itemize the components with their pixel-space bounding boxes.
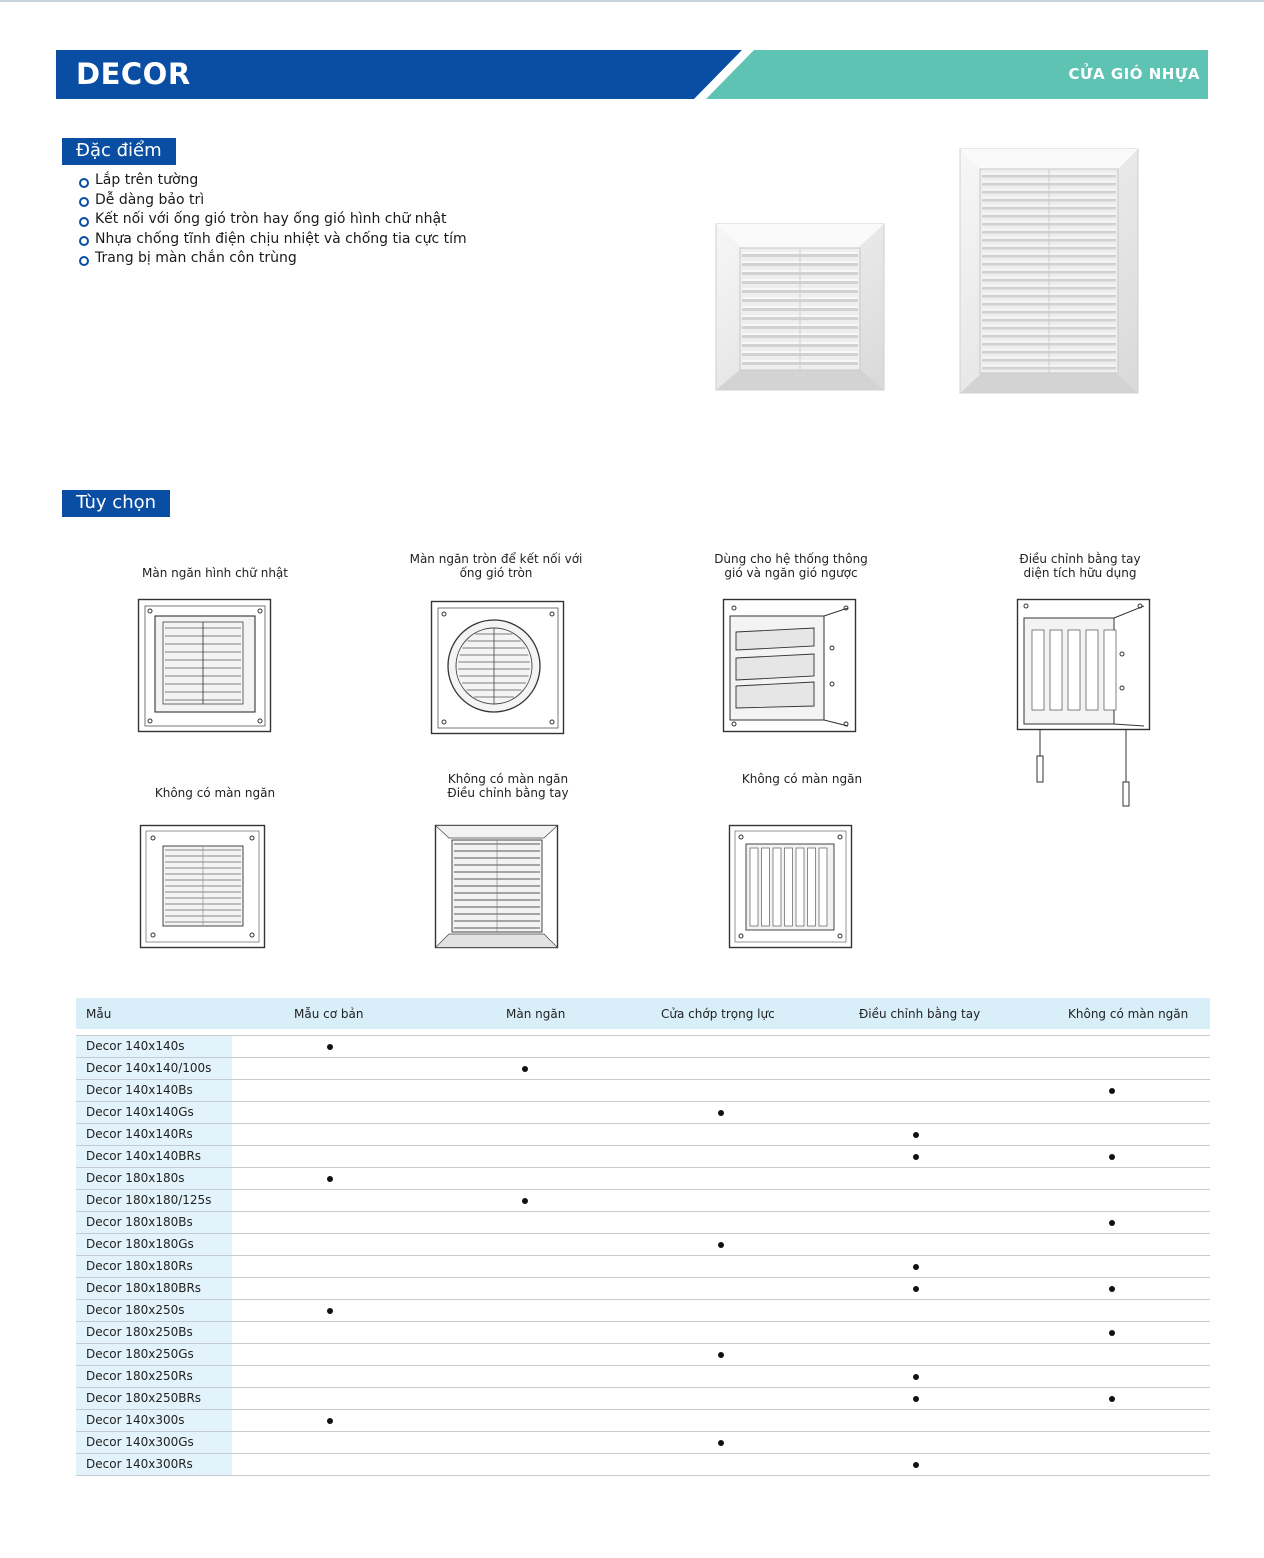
model-name-cell: Decor 140x140Gs (76, 1102, 232, 1123)
table-header (76, 998, 1210, 1029)
availability-dot (913, 1154, 919, 1160)
feature-item: Kết nối với ống gió tròn hay ống gió hình chữ nhật (78, 210, 467, 230)
table-row (76, 1432, 1210, 1454)
model-name-cell: Decor 140x140s (76, 1036, 232, 1057)
availability-dot (1109, 1330, 1115, 1336)
availability-dot (1109, 1154, 1115, 1160)
column-header: Cửa chớp trọng lực (661, 1007, 775, 1021)
availability-dot (327, 1044, 333, 1050)
table-row (76, 1102, 1210, 1124)
availability-dot (1109, 1396, 1115, 1402)
round-screen-grille-icon (430, 600, 566, 736)
availability-dot (327, 1418, 333, 1424)
table-row (76, 1344, 1210, 1366)
table-row (76, 1410, 1210, 1432)
plain-grille-icon (139, 824, 267, 950)
table-row (76, 1058, 1210, 1080)
model-name-cell: Decor 140x140/100s (76, 1058, 232, 1079)
category-label: CỬA GIÓ NHỰA (1068, 65, 1200, 83)
table-row (76, 1080, 1210, 1102)
availability-dot (327, 1176, 333, 1182)
availability-dot (327, 1308, 333, 1314)
option-label: Màn ngăn tròn để kết nối với ống gió tròn (409, 552, 583, 580)
model-name-cell: Decor 180x250s (76, 1300, 232, 1321)
option-label: Không có màn ngăn Điều chỉnh bằng tay (447, 772, 569, 800)
table-row (76, 1322, 1210, 1344)
column-header: Mẫu (86, 1007, 112, 1021)
option-label: Điều chỉnh bằng tay diện tích hữu dụng (1019, 552, 1141, 580)
model-name-cell: Decor 180x180Bs (76, 1212, 232, 1233)
table-row (76, 1146, 1210, 1168)
features-list (78, 171, 467, 269)
table-row (76, 1256, 1210, 1278)
availability-dot (1109, 1286, 1115, 1292)
model-name-cell: Decor 180x180/125s (76, 1190, 232, 1211)
feature-item: Nhựa chống tĩnh điện chịu nhiệt và chống tia cực tím (78, 230, 467, 250)
options-heading: Tùy chọn (62, 490, 170, 517)
model-name-cell: Decor 180x250Bs (76, 1322, 232, 1343)
feature-item: Lắp trên tường (78, 171, 467, 191)
availability-dot (913, 1462, 919, 1468)
model-name-cell: Decor 140x300s (76, 1410, 232, 1431)
availability-dot (718, 1440, 724, 1446)
page-title: DECOR (76, 57, 191, 91)
vertical-louver-grille-icon (728, 824, 854, 950)
header-band-shape (56, 50, 1208, 99)
column-header: Không có màn ngăn (1068, 1007, 1189, 1021)
column-header: Màn ngăn (506, 1007, 566, 1021)
rectangular-grille-photo (958, 147, 1140, 395)
availability-dot (522, 1066, 528, 1072)
availability-dot (1109, 1220, 1115, 1226)
model-name-cell: Decor 140x300Gs (76, 1432, 232, 1453)
availability-dot (1109, 1088, 1115, 1094)
table-body (76, 1036, 1210, 1476)
availability-dot (718, 1110, 724, 1116)
feature-item: Dễ dàng bảo trì (78, 191, 467, 211)
availability-dot (718, 1352, 724, 1358)
model-name-cell: Decor 180x180Rs (76, 1256, 232, 1277)
availability-dot (718, 1242, 724, 1248)
square-grille-photo (714, 222, 886, 392)
column-header: Mẫu cơ bản (294, 1007, 364, 1021)
model-name-cell: Decor 180x180s (76, 1168, 232, 1189)
model-name-cell: Decor 180x180BRs (76, 1278, 232, 1299)
availability-dot (913, 1396, 919, 1402)
availability-dot (913, 1286, 919, 1292)
option-label: Dùng cho hệ thống thông gió và ngăn gió ngược (714, 552, 868, 580)
page-header (56, 50, 1208, 99)
table-row (76, 1212, 1210, 1234)
table-row (76, 1366, 1210, 1388)
option-label: Không có màn ngăn (154, 786, 276, 800)
plain-adjustable-grille-icon (434, 824, 560, 950)
table-row (76, 1168, 1210, 1190)
option-label: Màn ngăn hình chữ nhật (142, 566, 288, 580)
table-row (76, 1300, 1210, 1322)
model-name-cell: Decor 180x250Gs (76, 1344, 232, 1365)
column-header: Điều chỉnh bằng tay (859, 1007, 981, 1021)
availability-dot (522, 1198, 528, 1204)
availability-dot (913, 1264, 919, 1270)
model-name-cell: Decor 180x180Gs (76, 1234, 232, 1255)
model-name-cell: Decor 140x300Rs (76, 1454, 232, 1475)
gravity-shutter-grille-icon (722, 598, 858, 734)
availability-dot (913, 1374, 919, 1380)
table-row (76, 1036, 1210, 1058)
model-name-cell: Decor 180x250Rs (76, 1366, 232, 1387)
availability-dot (913, 1132, 919, 1138)
table-row (76, 1278, 1210, 1300)
table-row (76, 1234, 1210, 1256)
rectangular-screen-grille-icon (137, 598, 273, 734)
features-heading: Đặc điểm (62, 138, 176, 165)
model-name-cell: Decor 140x140BRs (76, 1146, 232, 1167)
model-name-cell: Decor 180x250BRs (76, 1388, 232, 1409)
table-row (76, 1454, 1210, 1476)
manual-adjust-grille-icon (1014, 596, 1154, 812)
model-name-cell: Decor 140x140Bs (76, 1080, 232, 1101)
table-row (76, 1190, 1210, 1212)
table-header-gap (76, 1029, 1210, 1036)
model-table (76, 998, 1210, 1476)
feature-item: Trang bị màn chắn côn trùng (78, 249, 467, 269)
model-name-cell: Decor 140x140Rs (76, 1124, 232, 1145)
option-label: Không có màn ngăn (741, 772, 863, 786)
table-row (76, 1124, 1210, 1146)
table-row (76, 1388, 1210, 1410)
top-rule (0, 0, 1264, 2)
